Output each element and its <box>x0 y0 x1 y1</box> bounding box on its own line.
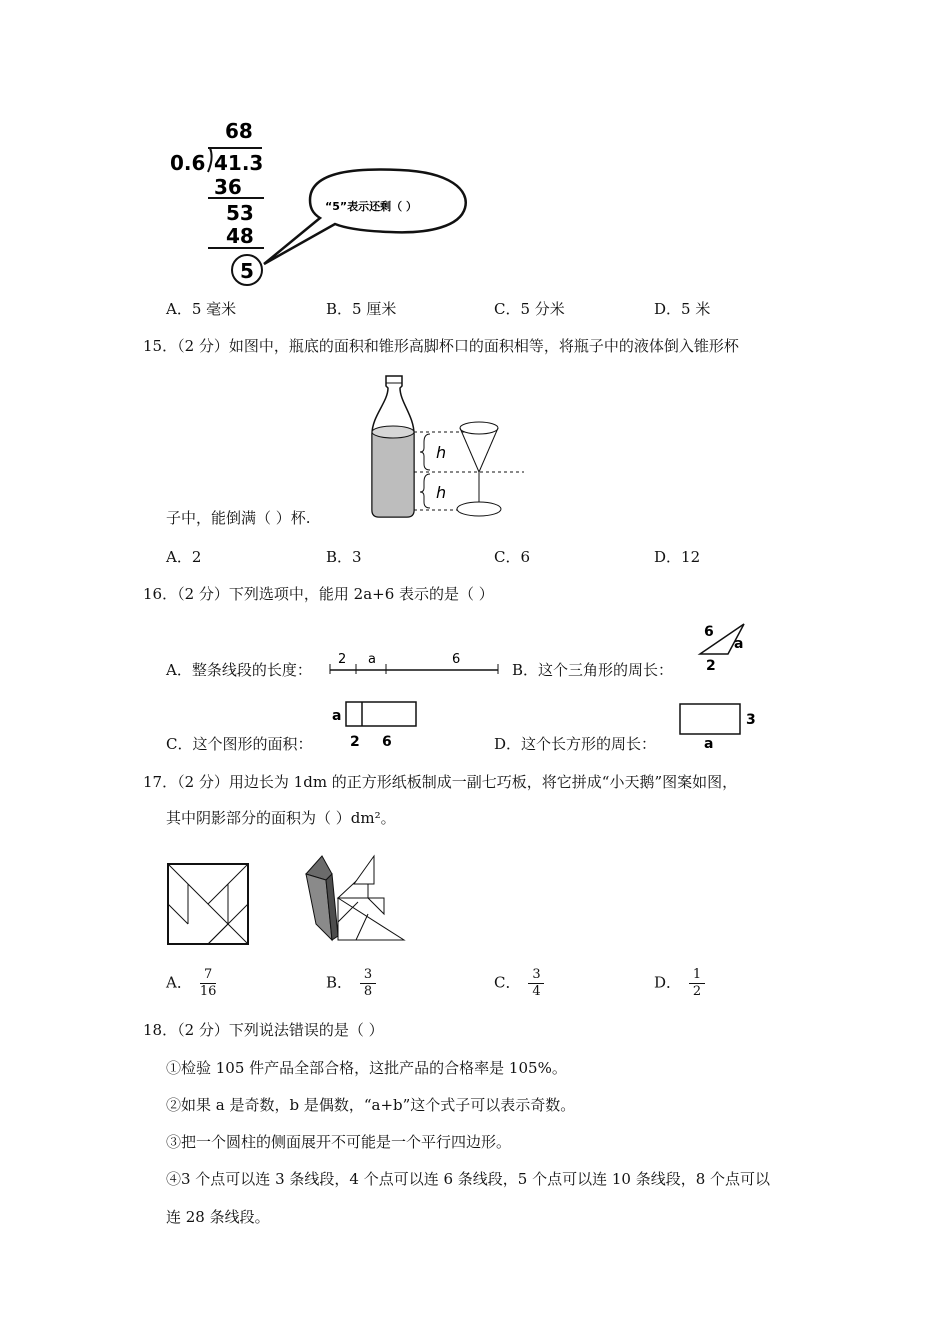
rect-composite <box>346 702 416 726</box>
q16-stem: 16．（2 分）下列选项中，能用 2a+6 表示的是（ ） <box>143 585 494 603</box>
q15-option-b[interactable]: B．3 <box>326 548 362 566</box>
swan-body <box>338 898 404 940</box>
bottle-and-glass-diagram <box>352 372 542 522</box>
tri-label-2: 2 <box>706 658 716 674</box>
tangram-square-diagram <box>166 862 250 946</box>
glass-rim <box>460 422 498 434</box>
bubble-text: “5”表示还剩（ ） <box>325 200 417 213</box>
remainder: 5 <box>240 259 254 283</box>
q17-tangram-square <box>166 862 250 946</box>
q16-fig-a <box>326 648 502 678</box>
fraction: $\frac{7}{16}$ <box>199 967 217 999</box>
q17-swan-figure <box>298 852 410 946</box>
rect-label-6: 6 <box>382 734 392 750</box>
q16-fig-d <box>676 700 760 750</box>
q17-option-a[interactable]: A． $\frac{7}{16}$ <box>166 967 217 999</box>
q16-option-c[interactable]: C．这个图形的面积： <box>166 735 313 753</box>
q18-stem: 18．（2 分）下列说法错误的是（ ） <box>143 1021 384 1039</box>
liquid <box>372 428 414 517</box>
rectangle <box>680 704 740 734</box>
tri-label-6: 6 <box>704 624 714 640</box>
tri-label-a: a <box>734 636 744 652</box>
division-diagram <box>160 110 480 290</box>
q15-option-c[interactable]: C．6 <box>494 548 531 566</box>
q16-fig-b <box>692 618 762 678</box>
q15-stem-line1: 15．（2 分）如图中，瓶底的面积和锥形高脚杯口的面积相等，将瓶子中的液体倒入锥形杯 <box>143 337 739 355</box>
speech-bubble <box>264 169 466 264</box>
step3: 48 <box>226 224 254 248</box>
quotient: 68 <box>225 119 253 143</box>
glass-left <box>460 428 479 472</box>
q14-option-a[interactable]: A．5 毫米 <box>166 300 237 318</box>
q18-item-2: ②如果 a 是奇数，b 是偶数，“a+b”这个式子可以表示奇数。 <box>166 1096 576 1114</box>
q14-option-c[interactable]: C．5 分米 <box>494 300 565 318</box>
q16-fig-c <box>328 698 424 750</box>
swan-wing-2 <box>354 856 374 884</box>
seg-label-a: a <box>368 652 376 667</box>
seg-label-6: 6 <box>452 652 461 667</box>
dividend: 41.3 <box>214 151 264 175</box>
q14-option-d[interactable]: D．5 米 <box>654 300 711 318</box>
segment-diagram <box>326 648 502 678</box>
step1: 36 <box>214 175 242 199</box>
q15-option-a[interactable]: A．2 <box>166 548 202 566</box>
q15-option-d[interactable]: D．12 <box>654 548 701 566</box>
fraction: $\frac{3}{4}$ <box>528 968 544 999</box>
q18-item-4-cont: 连 28 条线段。 <box>166 1208 270 1226</box>
q17-stem-line1: 17．（2 分）用边长为 1dm 的正方形纸板制成一副七巧板，将它拼成“小天鹅”图案如图， <box>143 773 738 791</box>
q17-option-d[interactable]: D． $\frac{1}{2}$ <box>654 968 705 999</box>
q17-option-c[interactable]: C． $\frac{3}{4}$ <box>494 968 544 999</box>
rect-label-a: a <box>332 708 342 724</box>
rectangle-diagram <box>676 700 760 750</box>
rect-label-a: a <box>704 736 714 750</box>
brace-top <box>420 434 430 470</box>
glass-base <box>457 502 501 516</box>
seg-label-2: 2 <box>338 652 347 667</box>
q16-option-d[interactable]: D．这个长方形的周长： <box>494 735 657 753</box>
q18-item-1: ①检验 105 件产品全部合格，这批产品的合格率是 105%。 <box>166 1059 567 1077</box>
q17-option-b[interactable]: B． $\frac{3}{8}$ <box>326 968 376 999</box>
q15-stem-line2: 子中，能倒满（ ）杯. <box>166 509 311 527</box>
step2: 53 <box>226 201 254 225</box>
triangle-diagram <box>692 618 762 678</box>
q18-item-3: ③把一个圆柱的侧面展开不可能是一个平行四边形。 <box>166 1133 512 1151</box>
glass-right <box>479 428 498 472</box>
label-h-bottom: h <box>436 483 447 502</box>
composite-rect-diagram <box>328 698 424 750</box>
q17-stem-line2: 其中阴影部分的面积为（ ）dm²。 <box>166 809 396 827</box>
fraction: $\frac{1}{2}$ <box>689 968 705 999</box>
rect-label-2: 2 <box>350 734 360 750</box>
swan-tail <box>368 898 384 914</box>
q16-option-a[interactable]: A．整条线段的长度： <box>166 661 312 679</box>
divisor: 0.6 <box>170 151 206 175</box>
q15-bottle-figure <box>352 372 542 522</box>
q16-option-b[interactable]: B．这个三角形的周长： <box>512 661 674 679</box>
q14-option-b[interactable]: B．5 厘米 <box>326 300 397 318</box>
liquid-surface <box>372 426 414 438</box>
q18-item-4: ④3 个点可以连 3 条线段，4 个点可以连 6 条线段，5 个点可以连 10 条线段，8 个点可以 <box>166 1170 771 1188</box>
swan-diagram <box>298 852 410 946</box>
q14-division-figure <box>160 110 480 290</box>
label-h-top: h <box>436 443 447 462</box>
brace-bottom <box>420 474 430 508</box>
fraction: $\frac{3}{8}$ <box>360 968 376 999</box>
rect-label-3: 3 <box>746 712 756 728</box>
